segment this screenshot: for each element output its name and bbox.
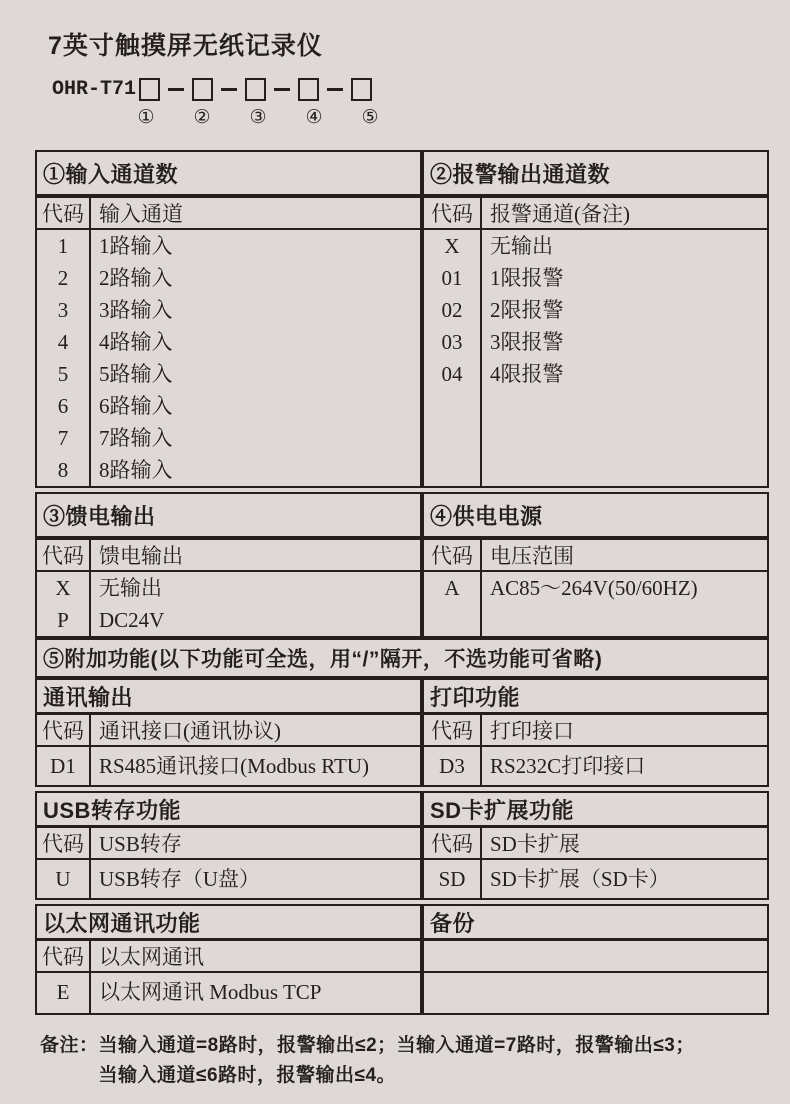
label-value: DC24V	[99, 608, 165, 632]
input-channel-header: ①输入通道数	[37, 152, 420, 198]
label-column	[482, 747, 767, 785]
label-column-header: 报警通道(备注)	[490, 202, 630, 226]
addons-header: ⑤附加功能(以下功能可全选，用“/”隔开，不选功能可省略)	[43, 648, 603, 671]
position-marker-1: ①	[137, 107, 155, 128]
label-value: 以太网通讯 Modbus TCP	[99, 980, 322, 1004]
section-input-alarm	[35, 150, 769, 488]
ethernet-header: 以太网通讯功能	[37, 906, 420, 941]
print-rows	[424, 747, 767, 785]
code-value: 2	[57, 266, 69, 290]
model-slot-box-5	[351, 78, 372, 101]
section-usb-sd	[35, 791, 769, 900]
code-value: 01	[441, 266, 463, 290]
model-prefix: OHR-T71	[52, 77, 137, 101]
code-column	[424, 747, 482, 785]
code-value: 8	[57, 458, 69, 482]
code-column	[37, 973, 91, 1013]
code-value: A	[444, 576, 460, 600]
label-value: 2路输入	[99, 266, 173, 290]
section-comm-print	[35, 678, 769, 787]
footnote-label: 备注：	[40, 1035, 99, 1056]
code-column-header: 代码	[424, 828, 482, 858]
empty-cell	[424, 973, 767, 1013]
backup-empty-rows	[424, 973, 767, 1013]
usb-transfer-block	[37, 793, 424, 898]
section-ethernet-backup	[35, 904, 769, 1015]
input-channel-block	[37, 152, 424, 486]
code-value: 1	[57, 234, 69, 258]
dash-separator	[274, 88, 290, 91]
code-value: D3	[439, 754, 465, 778]
label-value: 3限报警	[490, 330, 564, 354]
feed-output-block	[37, 494, 424, 636]
code-column-header: 代码	[37, 941, 91, 971]
code-column	[37, 860, 91, 898]
label-value: 8路输入	[99, 458, 173, 482]
alarm-channel-block	[424, 152, 767, 486]
label-value: 无输出	[99, 576, 162, 600]
model-slot-box-2	[192, 78, 213, 101]
position-marker-3: ③	[249, 107, 267, 128]
label-column-header: SD卡扩展	[490, 832, 580, 856]
label-column-header: 馈电输出	[99, 544, 183, 568]
label-column-header: 以太网通讯	[99, 945, 204, 969]
code-column	[37, 747, 91, 785]
code-column	[37, 572, 91, 636]
label-value: 无输出	[490, 234, 553, 258]
code-column-header: 代码	[424, 198, 482, 228]
code-column	[424, 230, 482, 486]
label-value: RS485通讯接口(Modbus RTU)	[99, 754, 370, 778]
model-slot-box-3	[245, 78, 266, 101]
position-marker-4: ④	[305, 107, 323, 128]
print-function-block	[424, 680, 767, 785]
label-value: 4限报警	[490, 362, 564, 386]
model-code-area	[35, 74, 790, 132]
ethernet-subheader-row	[37, 941, 420, 973]
code-value: E	[56, 980, 70, 1004]
footnote-line-2: 当输入通道≤6路时，报警输出≤4。	[98, 1065, 397, 1086]
power-supply-block	[424, 494, 767, 636]
backup-block	[424, 906, 767, 1013]
label-value: 1路输入	[99, 234, 173, 258]
backup-empty-subrow	[424, 941, 767, 973]
code-column-header: 代码	[37, 828, 91, 858]
sd-subheader-row	[424, 828, 767, 860]
model-slot-box-4	[298, 78, 319, 101]
feed-rows	[37, 572, 420, 636]
usb-rows	[37, 860, 420, 898]
code-value: 3	[57, 298, 69, 322]
label-column-header: 电压范围	[490, 544, 574, 568]
label-column-header: 输入通道	[99, 202, 183, 226]
input-subheader-row	[37, 198, 420, 230]
label-value: 2限报警	[490, 298, 564, 322]
ethernet-block	[37, 906, 424, 1013]
code-column-header: 代码	[424, 715, 482, 745]
label-column	[91, 572, 420, 636]
code-value: SD	[438, 867, 466, 891]
comm-output-header: 通讯输出	[37, 680, 420, 715]
code-value: D1	[50, 754, 76, 778]
footnote-line-1: 当输入通道=8路时，报警输出≤2；当输入通道=7路时，报警输出≤3；	[98, 1035, 695, 1056]
backup-header: 备份	[424, 906, 767, 941]
section-feed-supply	[35, 492, 769, 638]
code-value: X	[55, 576, 71, 600]
print-subheader-row	[424, 715, 767, 747]
label-value: RS232C打印接口	[490, 754, 646, 778]
label-column-header: 打印接口	[490, 719, 574, 743]
label-value: 1限报警	[490, 266, 564, 290]
label-value: SD卡扩展（SD卡）	[490, 867, 670, 891]
label-column	[482, 230, 767, 486]
input-rows	[37, 230, 420, 486]
page-title: 7英寸触摸屏无纸记录仪	[48, 32, 323, 60]
dash-separator	[327, 88, 343, 91]
print-function-header: 打印功能	[424, 680, 767, 715]
code-value: 6	[57, 394, 69, 418]
power-supply-header: ④供电电源	[424, 494, 767, 540]
label-column	[482, 572, 767, 636]
usb-subheader-row	[37, 828, 420, 860]
label-value: 4路输入	[99, 330, 173, 354]
label-column	[91, 747, 420, 785]
ordering-table	[35, 150, 769, 1015]
comm-rows	[37, 747, 420, 785]
sd-rows	[424, 860, 767, 898]
label-column-header: USB转存	[99, 832, 182, 856]
comm-subheader-row	[37, 715, 420, 747]
alarm-rows	[424, 230, 767, 486]
feed-output-header: ③馈电输出	[37, 494, 420, 540]
supply-rows	[424, 572, 767, 636]
label-value: 7路输入	[99, 426, 173, 450]
code-value: 5	[57, 362, 69, 386]
code-column-header: 代码	[37, 198, 91, 228]
label-value: AC85～264V(50/60HZ)	[490, 576, 698, 600]
label-value: 6路输入	[99, 394, 173, 418]
label-value: 3路输入	[99, 298, 173, 322]
code-value: 04	[441, 362, 463, 386]
code-column-header: 代码	[37, 540, 91, 570]
label-column	[91, 860, 420, 898]
alarm-channel-header: ②报警输出通道数	[424, 152, 767, 198]
sd-expansion-header: SD卡扩展功能	[424, 793, 767, 828]
comm-output-block	[37, 680, 424, 785]
sd-expansion-block	[424, 793, 767, 898]
code-value: X	[444, 234, 460, 258]
code-value: 03	[441, 330, 463, 354]
code-column	[424, 572, 482, 636]
model-slot-box-1	[139, 78, 160, 101]
usb-transfer-header: USB转存功能	[37, 793, 420, 828]
code-column-header: 代码	[37, 715, 91, 745]
code-column-header: 代码	[424, 540, 482, 570]
dash-separator	[221, 88, 237, 91]
supply-subheader-row	[424, 540, 767, 572]
label-column	[91, 973, 420, 1013]
code-value: 02	[441, 298, 463, 322]
footnote-text	[99, 1031, 790, 1091]
label-column-header: 通讯接口(通讯协议)	[99, 719, 281, 743]
section-addons-banner	[35, 638, 769, 678]
code-column	[424, 860, 482, 898]
label-value: 5路输入	[99, 362, 173, 386]
model-code-line	[52, 74, 790, 104]
dash-separator	[168, 88, 184, 91]
position-markers	[35, 106, 790, 132]
code-value: U	[55, 867, 71, 891]
label-value: USB转存（U盘）	[99, 867, 261, 891]
code-value: 7	[57, 426, 69, 450]
feed-subheader-row	[37, 540, 420, 572]
footnote	[40, 1031, 790, 1091]
ethernet-rows	[37, 973, 420, 1013]
alarm-subheader-row	[424, 198, 767, 230]
code-value: 4	[57, 330, 69, 354]
label-column	[91, 230, 420, 486]
label-column	[482, 860, 767, 898]
code-column	[37, 230, 91, 486]
position-marker-2: ②	[193, 107, 211, 128]
position-marker-5: ⑤	[361, 107, 379, 128]
code-value: P	[57, 608, 69, 632]
